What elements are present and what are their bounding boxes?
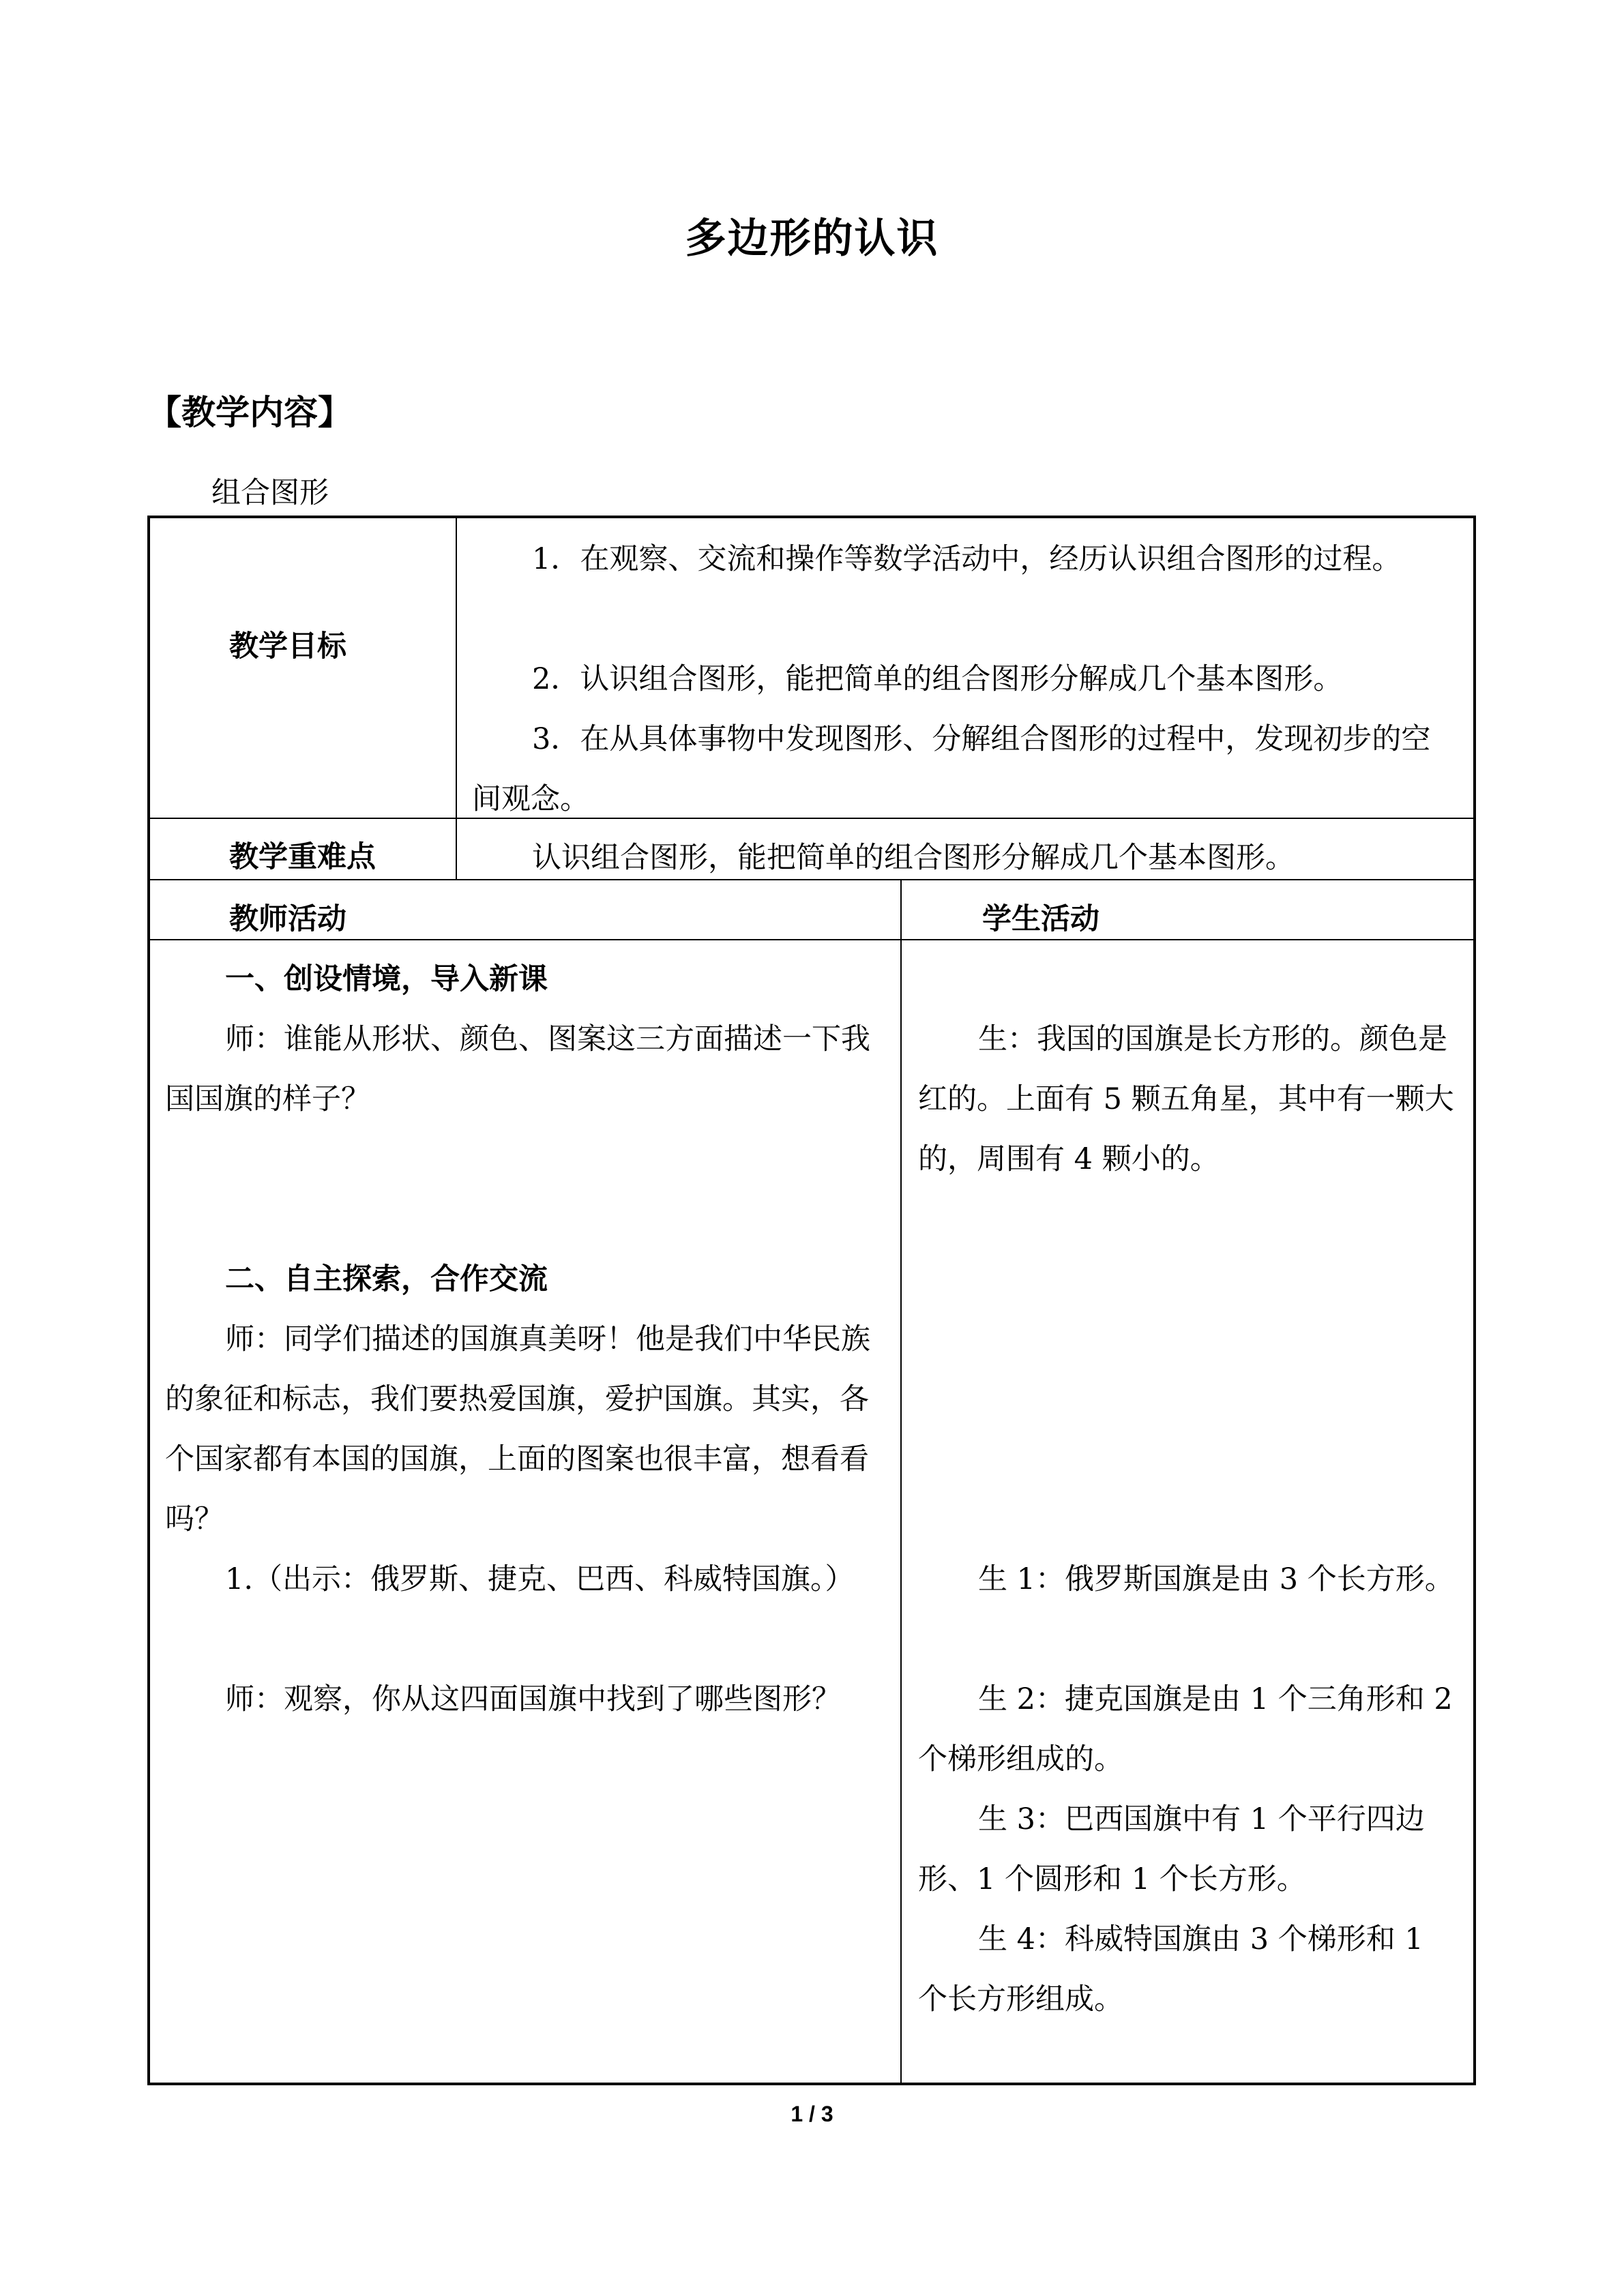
teacher-step2-heading: 二、自主探索，合作交流 [225, 1262, 548, 1296]
teacher-step2-question: 师：观察，你从这四面国旗中找到了哪些图形？ [225, 1682, 841, 1716]
objective-item-3: 3．在从具体事物中发现图形、分解组合图形的过程中，发现初步的空间观念。 [472, 722, 1431, 816]
student-answer-2-3: 生 3：巴西国旗中有 1 个平行四边形、1 个圆形和 1 个长方形。 [918, 1802, 1425, 1896]
teacher-activity-header: 教师活动 [229, 902, 346, 936]
document-title: 多边形的认识 [685, 215, 939, 263]
objectives-label: 教学目标 [229, 629, 346, 664]
student-answer-2-2: 生 2：捷克国旗是由 1 个三角形和 2 个梯形组成的。 [918, 1682, 1453, 1776]
content-label: 组合图形 [211, 476, 329, 510]
student-answer-2-1: 生 1：俄罗斯国旗是由 3 个长方形。 [978, 1562, 1454, 1596]
teacher-step1-text: 师：谁能从形状、颜色、图案这三方面描述一下我国国旗的样子？ [165, 1022, 870, 1116]
key-points-text: 认识组合图形，能把简单的组合图形分解成几个基本图形。 [532, 841, 1295, 875]
objective-item-2: 2．认识组合图形，能把简单的组合图形分解成几个基本图形。 [532, 662, 1343, 696]
table-divider-activity-header [149, 939, 1475, 940]
student-answer-2-4: 生 4：科威特国旗由 3 个梯形和 1 个长方形组成。 [918, 1922, 1423, 2016]
key-points-label: 教学重难点 [229, 840, 376, 874]
table-divider-activity-column [900, 880, 902, 2084]
page-number: 1 / 3 [791, 2102, 833, 2126]
teacher-step2-show: 1.（出示：俄罗斯、捷克、巴西、科威特国旗。） [225, 1562, 855, 1596]
teacher-step2-text: 师：同学们描述的国旗真美呀！他是我们中华民族的象征和标志，我们要热爱国旗，爱护国旗。其实，各个国家都有本国的国旗，上面的图案也很丰富，想看看吗？ [165, 1322, 870, 1536]
student-answer-1: 生：我国的国旗是长方形的。颜色是红的。上面有 5 颗五角星，其中有一颗大的，周围有 4 颗小的。 [918, 1022, 1454, 1176]
objective-item-1: 1．在观察、交流和操作等数学活动中，经历认识组合图形的过程。 [532, 542, 1402, 576]
student-activity-header: 学生活动 [982, 902, 1099, 936]
section-heading: 【教学内容】 [147, 393, 352, 432]
table-divider-label-column [456, 517, 457, 880]
teacher-step1-heading: 一、创设情境，导入新课 [225, 962, 548, 996]
